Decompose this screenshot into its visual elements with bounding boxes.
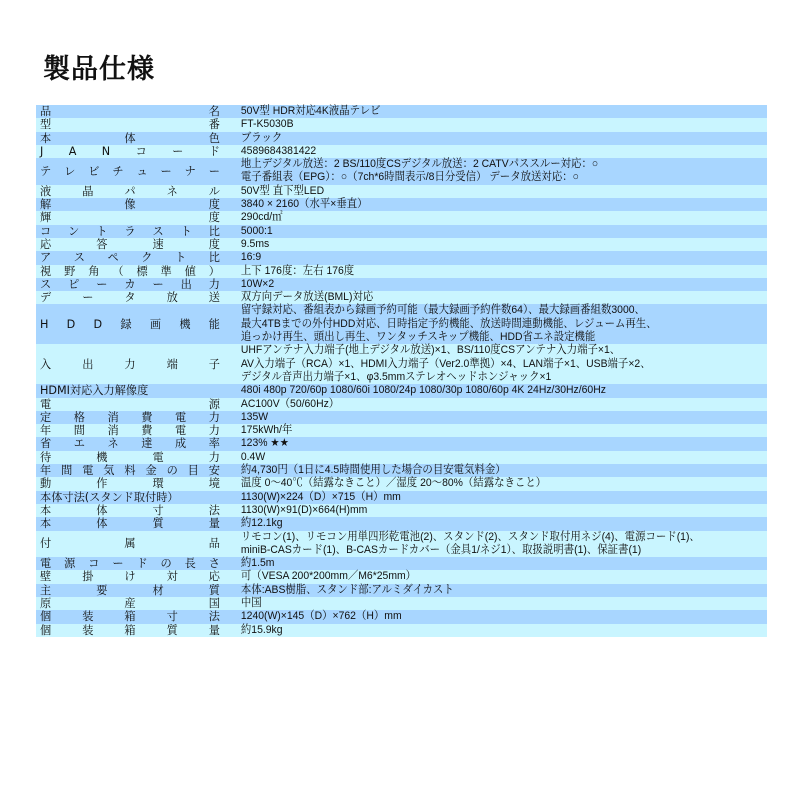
spec-value-line: 温度 0～40℃（結露なきこと）／湿度 20～80%（結露なきこと） (240, 477, 547, 490)
spec-value (226, 437, 729, 450)
spec-value-line: 1130(W)×224（D）×715（H）mm (240, 490, 401, 503)
spec-value-line: 10W×2 (240, 277, 275, 290)
spec-table (36, 105, 767, 637)
spec-value-line: 175kWh/年 (240, 424, 293, 437)
spec-value (226, 411, 729, 424)
spec-value (226, 291, 729, 304)
spec-row (36, 504, 767, 517)
spec-value-line: 0.4W (240, 450, 266, 463)
spec-value (226, 251, 729, 264)
spec-value-line: 16:9 (240, 251, 262, 264)
spec-label: デ ー タ 放 送 (40, 291, 220, 305)
spec-value-line: 123% ★★ (240, 437, 290, 450)
spec-row (36, 517, 767, 530)
spec-label: 解 像 度 (40, 198, 220, 212)
spec-label: 本体寸法(スタンド取付時） (40, 490, 179, 504)
spec-value (226, 211, 729, 224)
spec-label: 壁 掛 け 対 応 (40, 570, 220, 584)
spec-value (226, 570, 729, 583)
spec-value (226, 118, 729, 131)
spec-value-line: AC100V（50/60Hz） (240, 397, 340, 410)
spec-row (36, 557, 767, 570)
spec-value (226, 597, 729, 610)
spec-row (36, 584, 767, 597)
spec-value-line: 約15.9kg (240, 623, 283, 636)
spec-value (226, 304, 729, 344)
spec-label: 年 間 消 費 電 力 (40, 424, 220, 438)
spec-row (36, 437, 767, 450)
spec-value (226, 477, 729, 490)
spec-label: 型 番 (40, 118, 220, 132)
spec-row (36, 304, 767, 344)
spec-row (36, 477, 767, 490)
spec-label: H D D 録 画 機 能 (40, 317, 220, 331)
spec-label: 定 格 消 費 電 力 (40, 410, 220, 424)
spec-label: 液 晶 パ ネ ル (40, 184, 220, 198)
spec-row (36, 424, 767, 437)
spec-label: 省 エ ネ 達 成 率 (40, 437, 220, 451)
spec-value (226, 398, 729, 411)
spec-row (36, 411, 767, 424)
spec-row (36, 624, 767, 637)
spec-row (36, 291, 767, 304)
spec-value-line: UHFアンテナ入力端子(地上デジタル放送)×1、BS/110度CSアンテナ入力端子×1、 (240, 344, 621, 357)
spec-value-line: 約12.1kg (240, 517, 283, 530)
spec-value-line: ブラック (240, 131, 283, 144)
spec-label: テ レ ビ チ ュ ー ナ ー (40, 164, 220, 178)
spec-value-line: 5000:1 (240, 224, 273, 237)
spec-value (226, 225, 729, 238)
spec-label: 視 野 角 （ 標 準 値 ） (40, 264, 220, 278)
spec-value-line: 290cd/㎡ (240, 211, 283, 224)
spec-label: 応 答 速 度 (40, 237, 220, 251)
spec-label: 本 体 質 量 (40, 517, 220, 531)
spec-value (226, 424, 729, 437)
spec-label: 年 間 電 気 料 金 の 目 安 (40, 464, 220, 478)
spec-label: 待 機 電 力 (40, 450, 220, 464)
spec-row (36, 610, 767, 623)
spec-value (226, 531, 729, 558)
spec-row (36, 531, 767, 558)
spec-label: コ ン ト ラ ス ト 比 (40, 224, 220, 238)
spec-label: ア ス ペ ク ト 比 (40, 251, 220, 265)
spec-value-line: 双方向データ放送(BML)対応 (240, 291, 374, 304)
spec-row (36, 185, 767, 198)
spec-value-line: 電子番組表（EPG）：○（7ch*6時間表示/8日分受信） データ放送対応：○ (240, 171, 579, 184)
spec-value-line: 50V型 直下型LED (240, 184, 325, 197)
spec-value-line: 上下 176度：左右 176度 (240, 264, 355, 277)
spec-value (226, 198, 729, 211)
spec-row (36, 491, 767, 504)
spec-label: ス ピ ー カ ー 出 力 (40, 277, 220, 291)
spec-label: 輝 度 (40, 211, 220, 225)
spec-value (226, 504, 729, 517)
spec-row (36, 238, 767, 251)
spec-value-line: 本体:ABS樹脂、スタンド部:アルミダイカスト (240, 583, 454, 596)
spec-row (36, 464, 767, 477)
spec-row (36, 398, 767, 411)
spec-value (226, 132, 729, 145)
spec-value-line: FT-K5030B (240, 118, 294, 131)
spec-value-line: 可（VESA 200*200mm／M6*25mm） (240, 570, 417, 583)
spec-row (36, 251, 767, 264)
spec-label: 本 体 寸 法 (40, 503, 220, 517)
spec-row (36, 105, 767, 118)
spec-value (226, 265, 729, 278)
spec-value-line: 135W (240, 410, 269, 423)
spec-row (36, 265, 767, 278)
spec-value-line: 1130(W)×91(D)×664(H)mm (240, 503, 368, 516)
spec-value (226, 384, 729, 397)
spec-label: J A N コ ー ド (40, 144, 220, 158)
spec-value (226, 185, 729, 198)
spec-value (226, 584, 729, 597)
spec-row (36, 384, 767, 397)
spec-label: 動 作 環 境 (40, 477, 220, 491)
spec-value-line: AV入力端子（RCA）×1、HDMI入力端子（Ver2.0準拠）×4、LAN端子×1、USB端子×2、 (240, 357, 651, 370)
spec-label: 電 源 (40, 397, 220, 411)
spec-label: 品 名 (40, 105, 220, 118)
spec-label: HDMI対応入力解像度 (40, 384, 149, 398)
spec-row (36, 570, 767, 583)
spec-row (36, 132, 767, 145)
spec-row (36, 451, 767, 464)
spec-label: 入 出 力 端 子 (40, 357, 220, 371)
spec-value-line: 4589684381422 (240, 144, 317, 157)
spec-value (226, 610, 729, 623)
spec-row (36, 278, 767, 291)
spec-value (226, 145, 729, 158)
spec-row (36, 198, 767, 211)
spec-value-line: 9.5ms (240, 237, 270, 250)
spec-value-line: デジタル音声出力端子×1、φ3.5mmステレオヘッドホンジャック×1 (240, 370, 552, 383)
spec-row (36, 118, 767, 131)
spec-row (36, 145, 767, 158)
spec-value-line: 最大4TBまでの外付HDD対応、日時指定予約機能、放送時間連動機能、レジューム再生、 (240, 317, 657, 330)
spec-value-line: 約4,730円（1日に4.5時間使用した場合の目安電気料金） (240, 464, 506, 477)
spec-value-line: 中国 (240, 596, 262, 609)
spec-value-line: miniB-CASカード(1)、B-CASカードカバー（金具1/ネジ1）、取扱説明書(1)、保証書(1) (240, 543, 642, 556)
spec-row (36, 211, 767, 224)
spec-label: 個 装 箱 質 量 (40, 623, 220, 637)
spec-value (226, 464, 729, 477)
spec-value-line: 追っかけ再生、頭出し再生、ワンタッチスキップ機能、HDD省エネ設定機能 (240, 331, 596, 344)
spec-label: 主 要 材 質 (40, 583, 220, 597)
spec-value (226, 517, 729, 530)
spec-value (226, 344, 729, 384)
spec-label: 付 属 品 (40, 537, 220, 551)
spec-value-line: 留守録対応、番組表から録画予約可能（最大録画予約件数64）、最大録画番組数3000、 (240, 304, 645, 317)
spec-value-line: リモコン(1)、リモコン用単四形乾電池(2)、スタンド(2)、スタンド取付用ネジ(4)、電源コード(1)、 (240, 530, 700, 543)
spec-value (226, 278, 729, 291)
spec-value-line: 480i 480p 720/60p 1080/60i 1080/24p 1080/30p 1080/60p 4K 24Hz/30Hz/60Hz (240, 384, 606, 397)
spec-row (36, 158, 767, 185)
spec-value-line: 約1.5m (240, 557, 275, 570)
spec-value (226, 238, 729, 251)
spec-value (226, 491, 729, 504)
spec-label: 電 源 コ ー ド の 長 さ (40, 557, 220, 571)
spec-value-line: 50V型 HDR対応4K液晶テレビ (240, 105, 381, 117)
spec-value (226, 624, 729, 637)
spec-value (226, 451, 729, 464)
spec-value (226, 105, 729, 118)
spec-label: 本 体 色 (40, 131, 220, 145)
spec-value-line: 地上デジタル放送：2 BS/110度CSデジタル放送：2 CATVパススルー対応：○ (240, 158, 599, 171)
spec-value-line: 1240(W)×145（D）×762（H）mm (240, 610, 402, 623)
spec-value (226, 557, 729, 570)
page-title: 製品仕様 (43, 54, 155, 85)
spec-label: 原 産 国 (40, 596, 220, 610)
spec-label: 個 装 箱 寸 法 (40, 610, 220, 624)
spec-value (226, 158, 729, 185)
spec-row (36, 225, 767, 238)
spec-row (36, 597, 767, 610)
spec-row (36, 344, 767, 384)
spec-value-line: 3840 × 2160（水平×垂直） (240, 198, 368, 211)
